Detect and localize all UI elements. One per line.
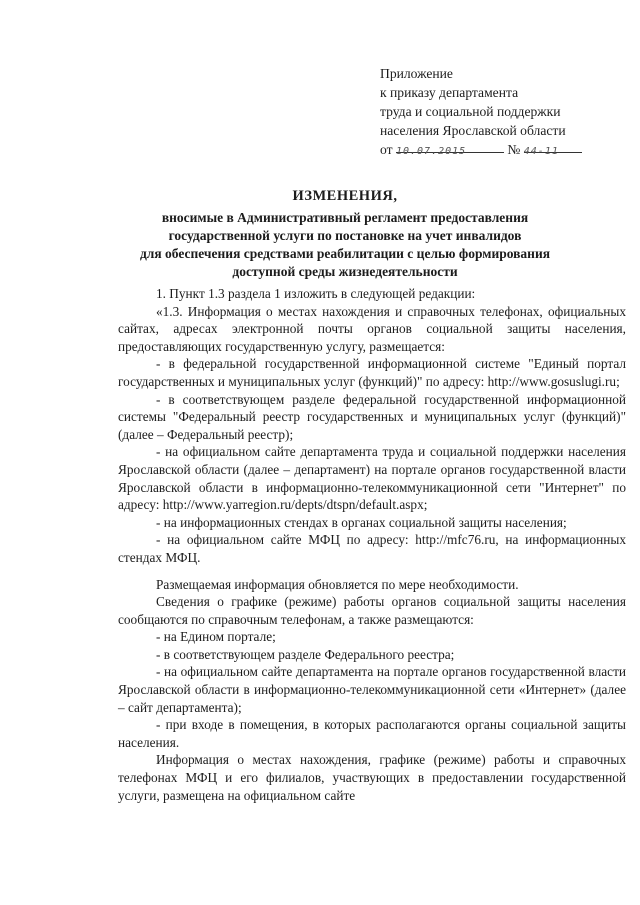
paragraph-14: Информация о местах нахождения, графике (режиме) работы и справочных телефонах МФЦ и его филиалов, участвующих в предоставлении государственной услуги, размещена на официальном сайте [118, 752, 626, 803]
paragraph-6: - на информационных стендах в органах социальной защиты населения; [156, 514, 567, 530]
appendix-date-number-line [380, 140, 630, 159]
number-fill-line [523, 140, 582, 157]
date-fill-line [395, 140, 504, 157]
date-value: 10.07.2015 [395, 146, 467, 157]
paragraph-8: Размещаемая информация обновляется по мере необходимости. [156, 576, 519, 592]
number-value: 44-11 [523, 146, 559, 157]
appendix-line-3: труда и социальной поддержки [380, 104, 561, 119]
paragraph-1: 1. Пункт 1.3 раздела 1 изложить в следующей редакции: [156, 286, 476, 301]
appendix-line-1: Приложение [380, 66, 453, 81]
paragraph-11: - в соответствующем разделе Федерального реестра; [156, 646, 455, 662]
appendix-line-2: к приказу департамента [380, 85, 519, 100]
paragraph-7: - на официальном сайте МФЦ по адресу: http://mfc76.ru, на информационных стендах МФЦ. [118, 532, 626, 565]
title-heading: ИЗМЕНЕНИЯ, [292, 188, 398, 204]
title-subline-1: вносимые в Административный регламент предоставления [161, 210, 529, 225]
document-body [118, 285, 626, 804]
paragraph-4: - в соответствующем разделе федеральной государственной информационной системы "Федеральный реестр государственных и муниципальных услуг (функций)" (далее – Федеральный реестр); [118, 391, 626, 442]
paragraph-3: - в федеральной государственной информационной системе "Единый портал государственных и муниципальных услуг (функций)" по адресу: http://www.gosuslugi.ru; [118, 356, 626, 389]
document-title [110, 185, 580, 281]
paragraph-13: - при входе в помещения, в которых располагаются органы социальной защиты населения. [118, 717, 626, 750]
number-label: № [507, 142, 521, 157]
title-subline-4: доступной среды жизнедеятельности [232, 264, 458, 279]
title-subline-3: для обеспечения средствами реабилитации с целью формирования [139, 246, 551, 261]
appendix-line-4: населения Ярославской области [380, 123, 566, 138]
appendix-header [380, 64, 630, 159]
paragraph-12: - на официальном сайте департамента на портале органов государственной власти Ярославской области в информационно-телекоммуникационной сети «Интернет» (далее – сайт департамента); [118, 664, 626, 715]
paragraph-5: - на официальном сайте департамента труда и социальной поддержки населения Ярославской области (далее – департамент) на портале органов государственной власти Ярославской области в информационно-телекоммуникационной сети "Интернет" по адресу: http://www.yarregion.ru/depts/dtspn/default.aspx; [118, 444, 626, 513]
paragraph-9: Сведения о графике (режиме) работы органов социальной защиты населения сообщаются по справочным телефонам, а также размещаются: [118, 594, 626, 627]
from-label: от [380, 142, 393, 157]
paragraph-10: - на Едином портале; [156, 629, 276, 645]
paragraph-2: «1.3. Информация о местах нахождения и справочных телефонах, официальных сайтах, адресах электронной почты органов социальной защиты населения, предоставляющих государственную услугу, размещается: [118, 303, 626, 354]
title-subline-2: государственной услуги по постановке на учет инвалидов [168, 228, 522, 243]
